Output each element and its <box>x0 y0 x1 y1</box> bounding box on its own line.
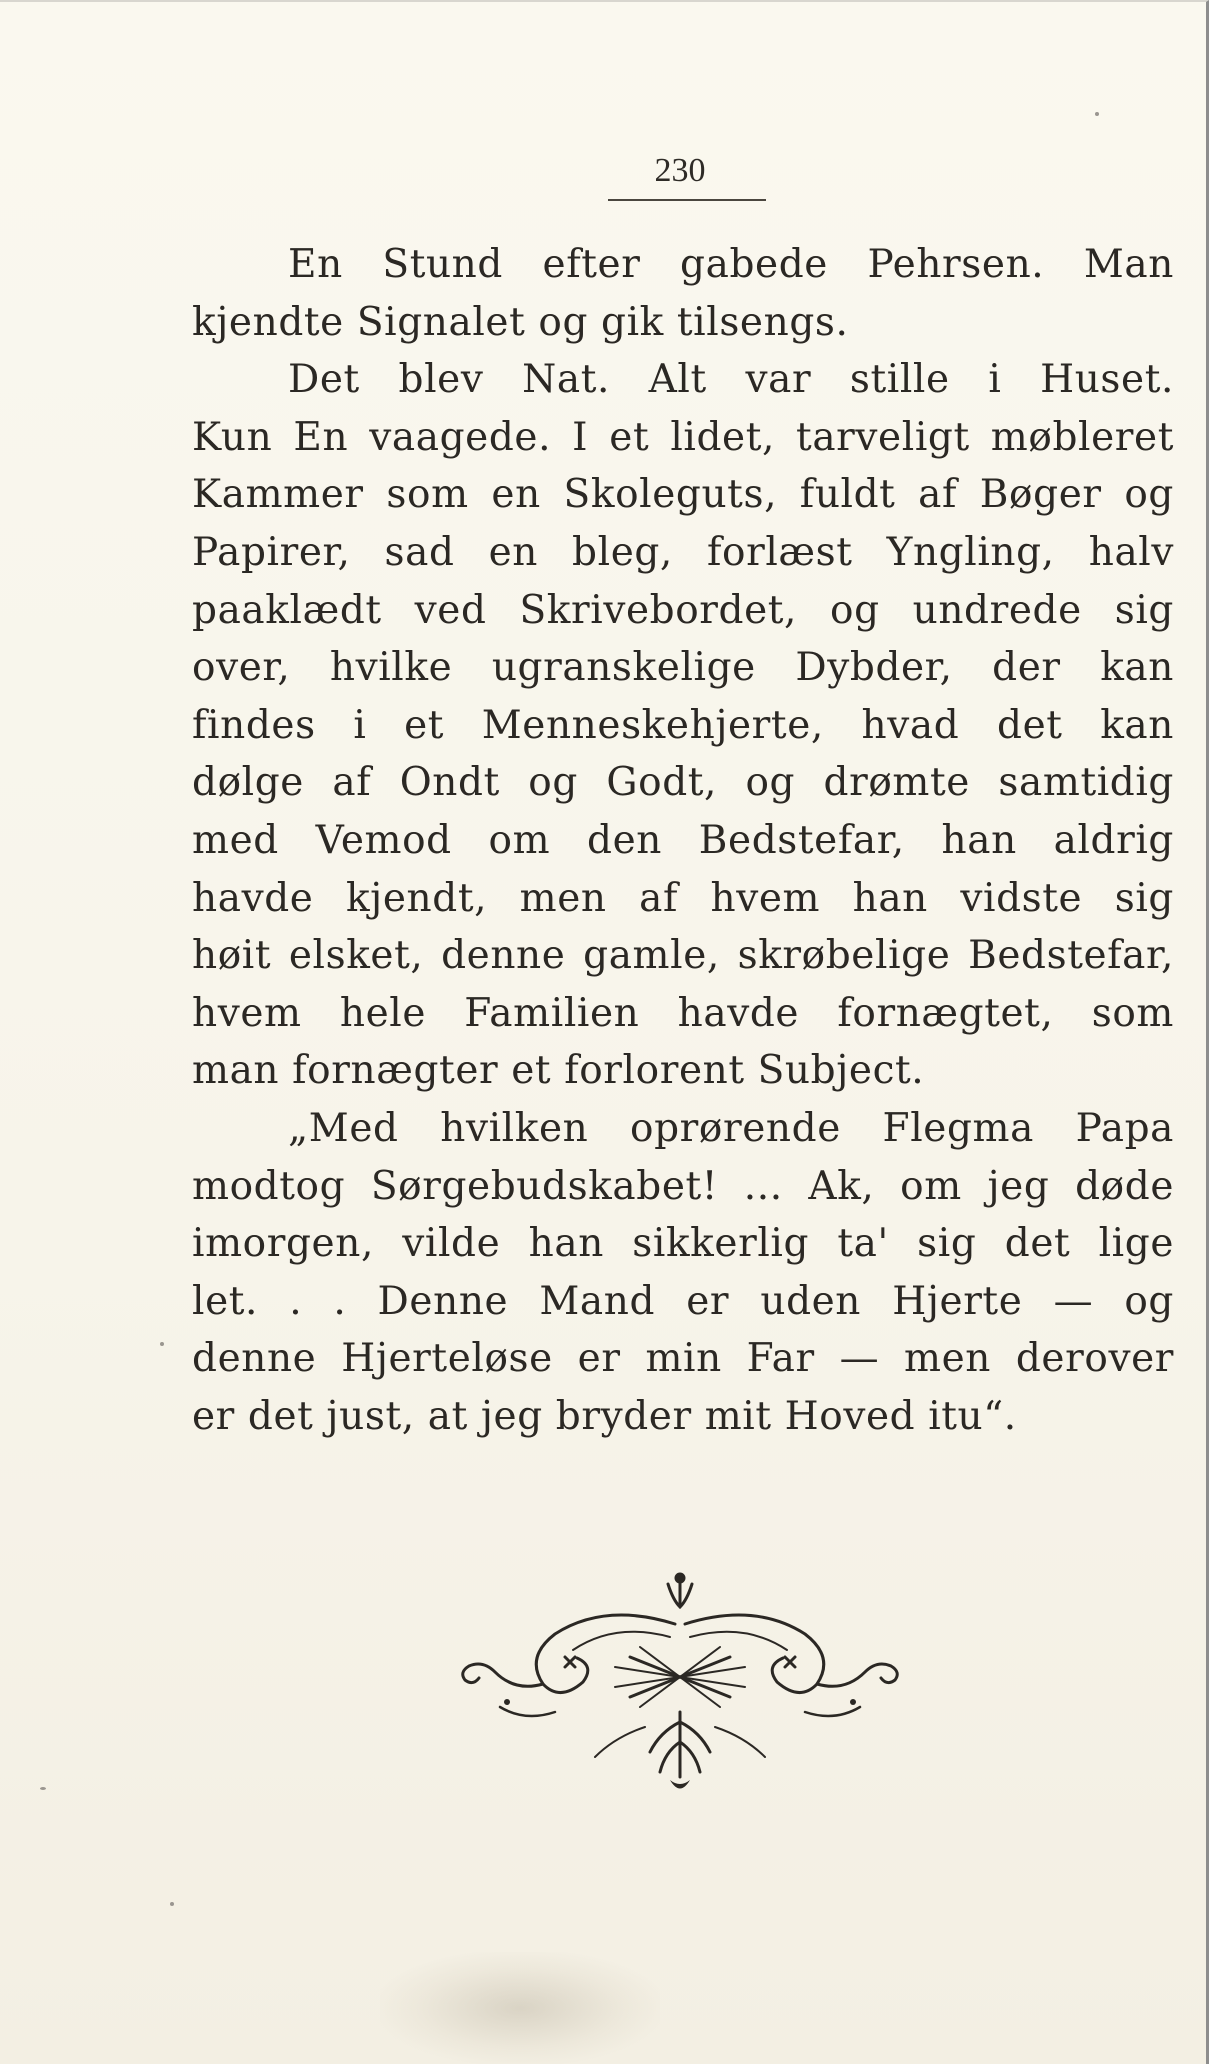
text-line: hvem hele Familien havde fornægtet, som <box>192 990 1174 1036</box>
text-line: er det just, at jeg bryder mit Hoved itu“. <box>192 1393 1017 1439</box>
text-line: Papirer, sad en bleg, forlæst Yngling, halv <box>192 529 1174 575</box>
text-line: man fornægter et forlorent Subject. <box>192 1048 925 1094</box>
text-line: havde kjendt, men af hvem han vidste sig <box>192 875 1174 921</box>
floral-vignette-icon <box>455 1562 905 1802</box>
paper-speck <box>1095 112 1099 116</box>
page-number: 230 <box>654 152 706 189</box>
text-line: Kammer som en Skoleguts, fuldt af Bøger og <box>192 472 1174 518</box>
text-line: over, hvilke ugranskelige Dybder, der kan <box>192 645 1174 691</box>
page-number-rule <box>608 199 766 201</box>
text-line: modtog Sørgebudskabet! ... Ak, om jeg døde <box>192 1163 1174 1209</box>
text-line: findes i et Menneskehjerte, hvad det kan <box>192 702 1174 748</box>
text-line: dølge af Ondt og Godt, og drømte samtidig <box>192 760 1174 806</box>
text-line: paaklædt ved Skrivebordet, og undrede sig <box>192 587 1174 633</box>
paper-smudge <box>380 1952 660 2064</box>
text-line: „Med hvilken oprørende Flegma Papa <box>288 1105 1174 1151</box>
text-line: kjendte Signalet og gik tilsengs. <box>192 299 849 345</box>
paper-speck <box>170 1902 174 1906</box>
text-line: Det blev Nat. Alt var stille i Huset. <box>288 357 1174 403</box>
text-line: let. . . Denne Mand er uden Hjerte — og <box>192 1278 1174 1324</box>
body-text <box>192 236 1174 1445</box>
text-line: En Stund efter gabede Pehrsen. Man <box>288 242 1174 287</box>
text-line: med Vemod om den Bedstefar, han aldrig <box>192 817 1174 863</box>
text-line: denne Hjerteløse er min Far — men derover <box>192 1336 1174 1382</box>
paper-speck <box>160 1342 164 1346</box>
paper-speck <box>40 1787 46 1790</box>
text-line: imorgen, vilde han sikkerlig ta' sig det lige <box>192 1221 1174 1267</box>
text-line: Kun En vaagede. I et lidet, tarveligt møbleret <box>192 414 1174 460</box>
text-line: høit elsket, denne gamle, skrøbelige Bedstefar, <box>192 933 1174 979</box>
